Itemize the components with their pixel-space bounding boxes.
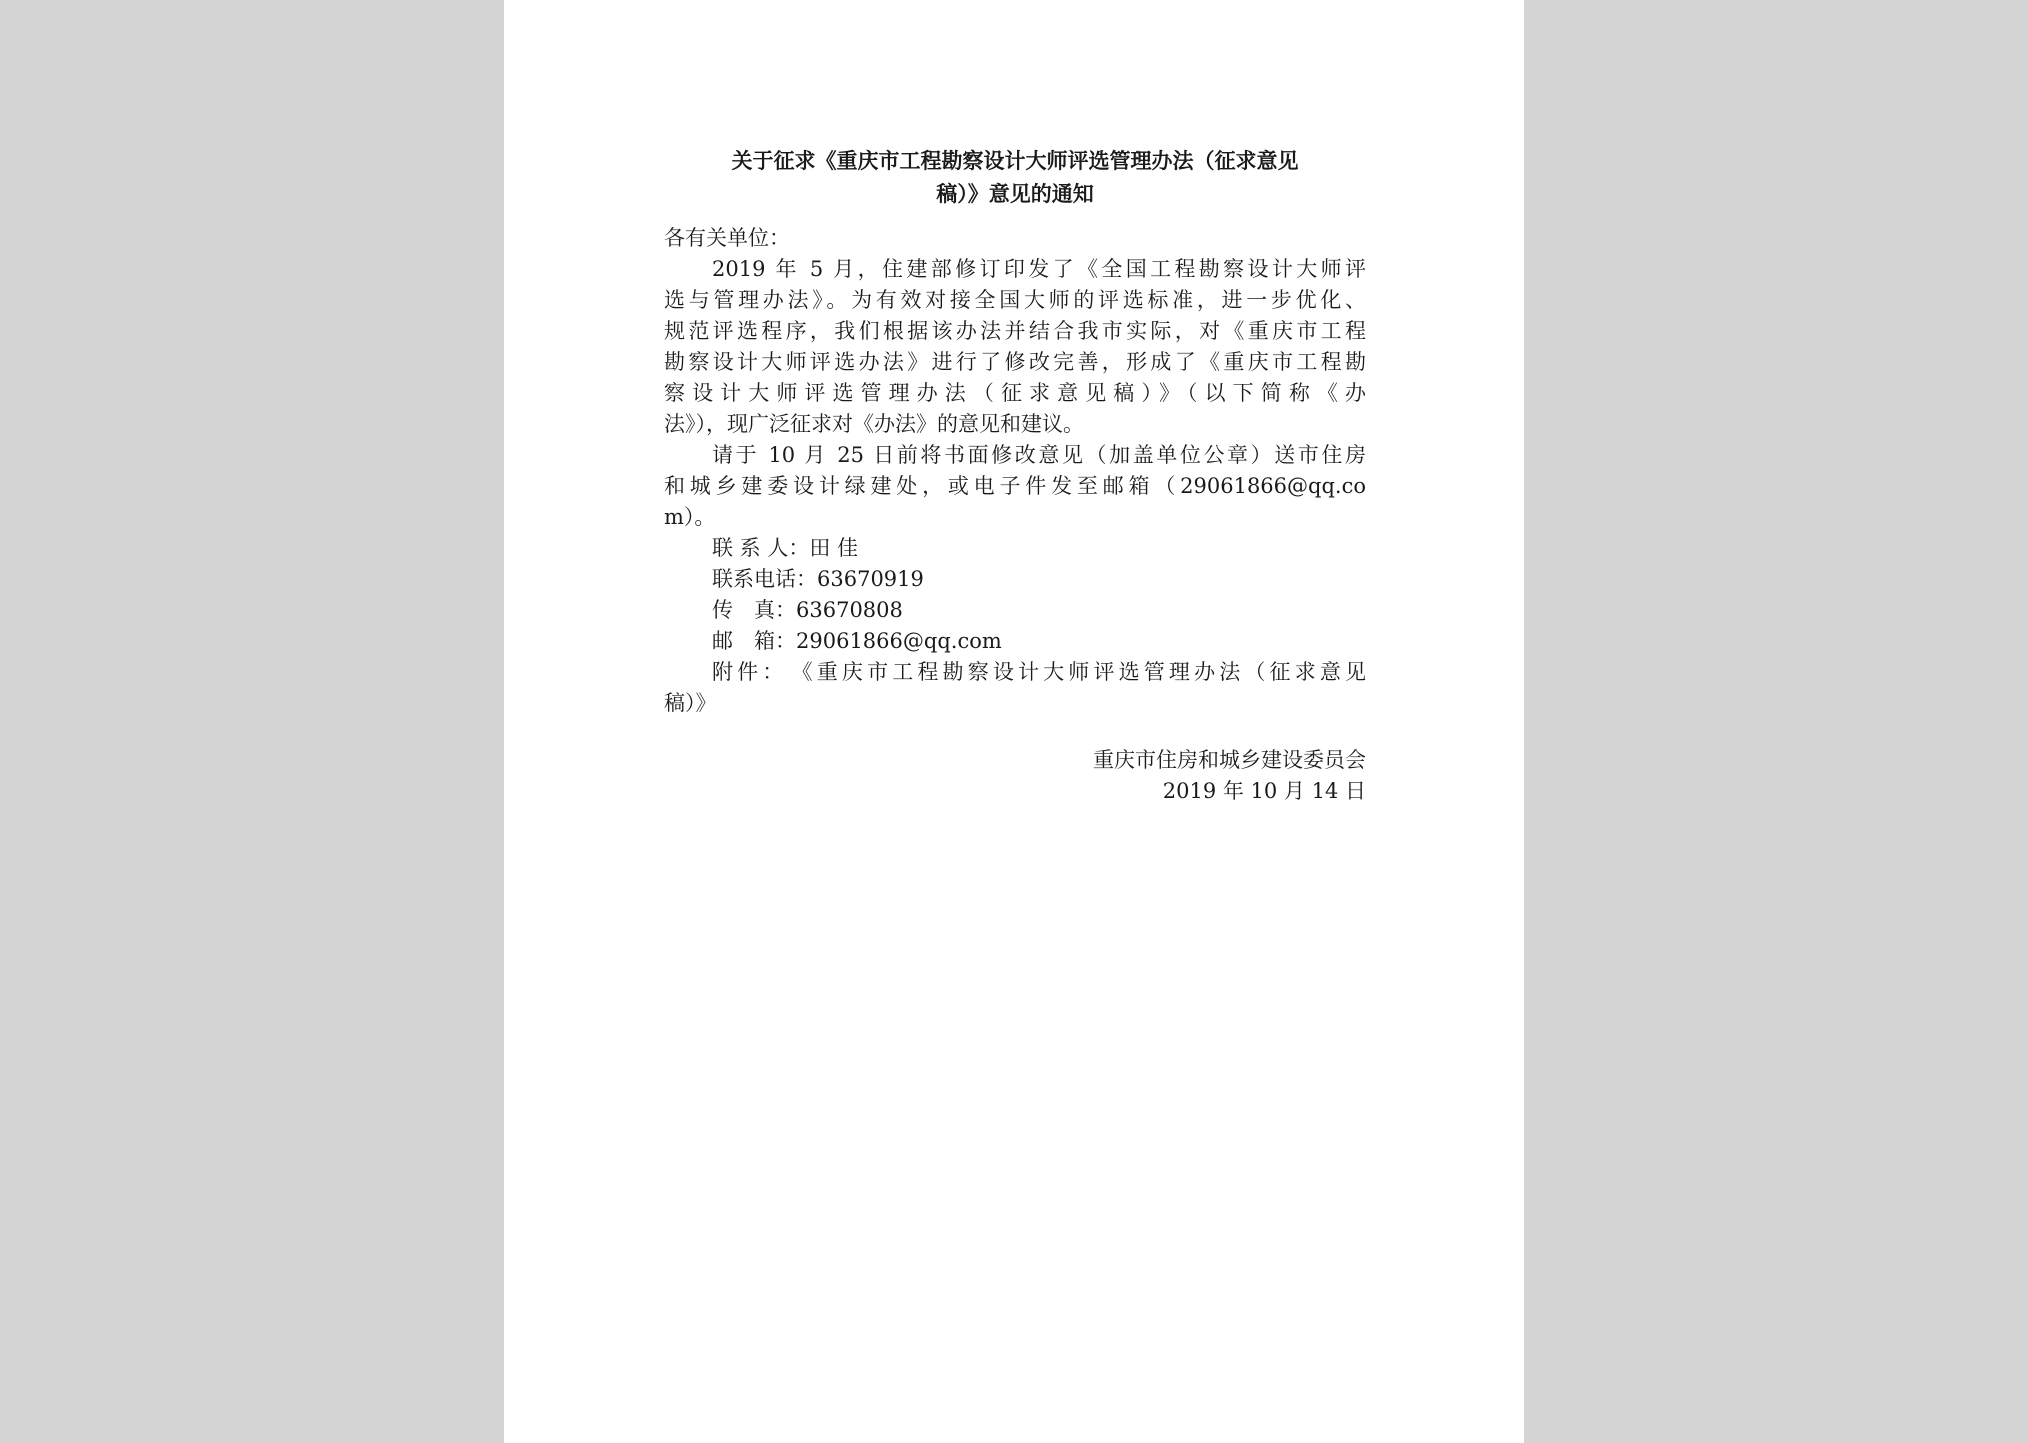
fax-row [664, 595, 1366, 626]
paragraph-2 [664, 440, 1366, 533]
title-line-1: 关于征求《重庆市工程勘察设计大师评选管理办法（征求意见 [731, 149, 1299, 173]
paragraph-1 [664, 254, 1366, 440]
issue-date: 2019 年 10 月 14 日 [1162, 779, 1366, 803]
paragraph-line: m）。 [664, 505, 716, 529]
document-page [504, 0, 1524, 1443]
attachment [664, 657, 1366, 719]
signature-block [664, 745, 1366, 807]
attachment-line-1: 附件： 《重庆市工程勘察设计大师评选管理办法（征求意见 [712, 660, 1366, 684]
contact-person-row [664, 533, 1366, 564]
email-value: 29061866@qq.com [796, 629, 1002, 653]
salutation: 各有关单位： [664, 226, 790, 250]
paragraph-line: 2019 年 5 月，住建部修订印发了《全国工程勘察设计大师评 [712, 257, 1366, 281]
page-content [664, 145, 1366, 807]
title-line-2: 稿）》意见的通知 [936, 182, 1094, 206]
document-body [664, 223, 1366, 719]
contact-phone-value: 63670919 [817, 567, 924, 591]
document-title [664, 145, 1366, 211]
contact-person-value: 田 佳 [809, 536, 859, 560]
email-label: 邮 箱： [712, 629, 796, 653]
fax-label: 传 真： [712, 598, 796, 622]
contact-phone-row [664, 564, 1366, 595]
paragraph-line: 规范评选程序，我们根据该办法并结合我市实际，对《重庆市工程 [664, 319, 1366, 343]
paragraph-line: 勘察设计大师评选办法》进行了修改完善，形成了《重庆市工程勘 [664, 350, 1366, 374]
fax-value: 63670808 [796, 598, 903, 622]
contact-person-label: 联 系 人： [712, 536, 810, 560]
paragraph-line: 选与管理办法》。为有效对接全国大师的评选标准，进一步优化、 [664, 288, 1366, 312]
issuer: 重庆市住房和城乡建设委员会 [1093, 748, 1366, 772]
attachment-line-2: 稿）》 [664, 691, 717, 715]
contact-phone-label: 联系电话： [712, 567, 817, 591]
paragraph-line: 察设计大师评选管理办法（征求意见稿）》（以下简称《办 [664, 381, 1366, 405]
paragraph-line: 和城乡建委设计绿建处，或电子件发至邮箱（29061866@qq.co [664, 474, 1366, 498]
email-row [664, 626, 1366, 657]
paragraph-line: 请于 10 月 25 日前将书面修改意见（加盖单位公章）送市住房 [712, 443, 1366, 467]
paragraph-line: 法》），现广泛征求对《办法》的意见和建议。 [664, 412, 1084, 436]
